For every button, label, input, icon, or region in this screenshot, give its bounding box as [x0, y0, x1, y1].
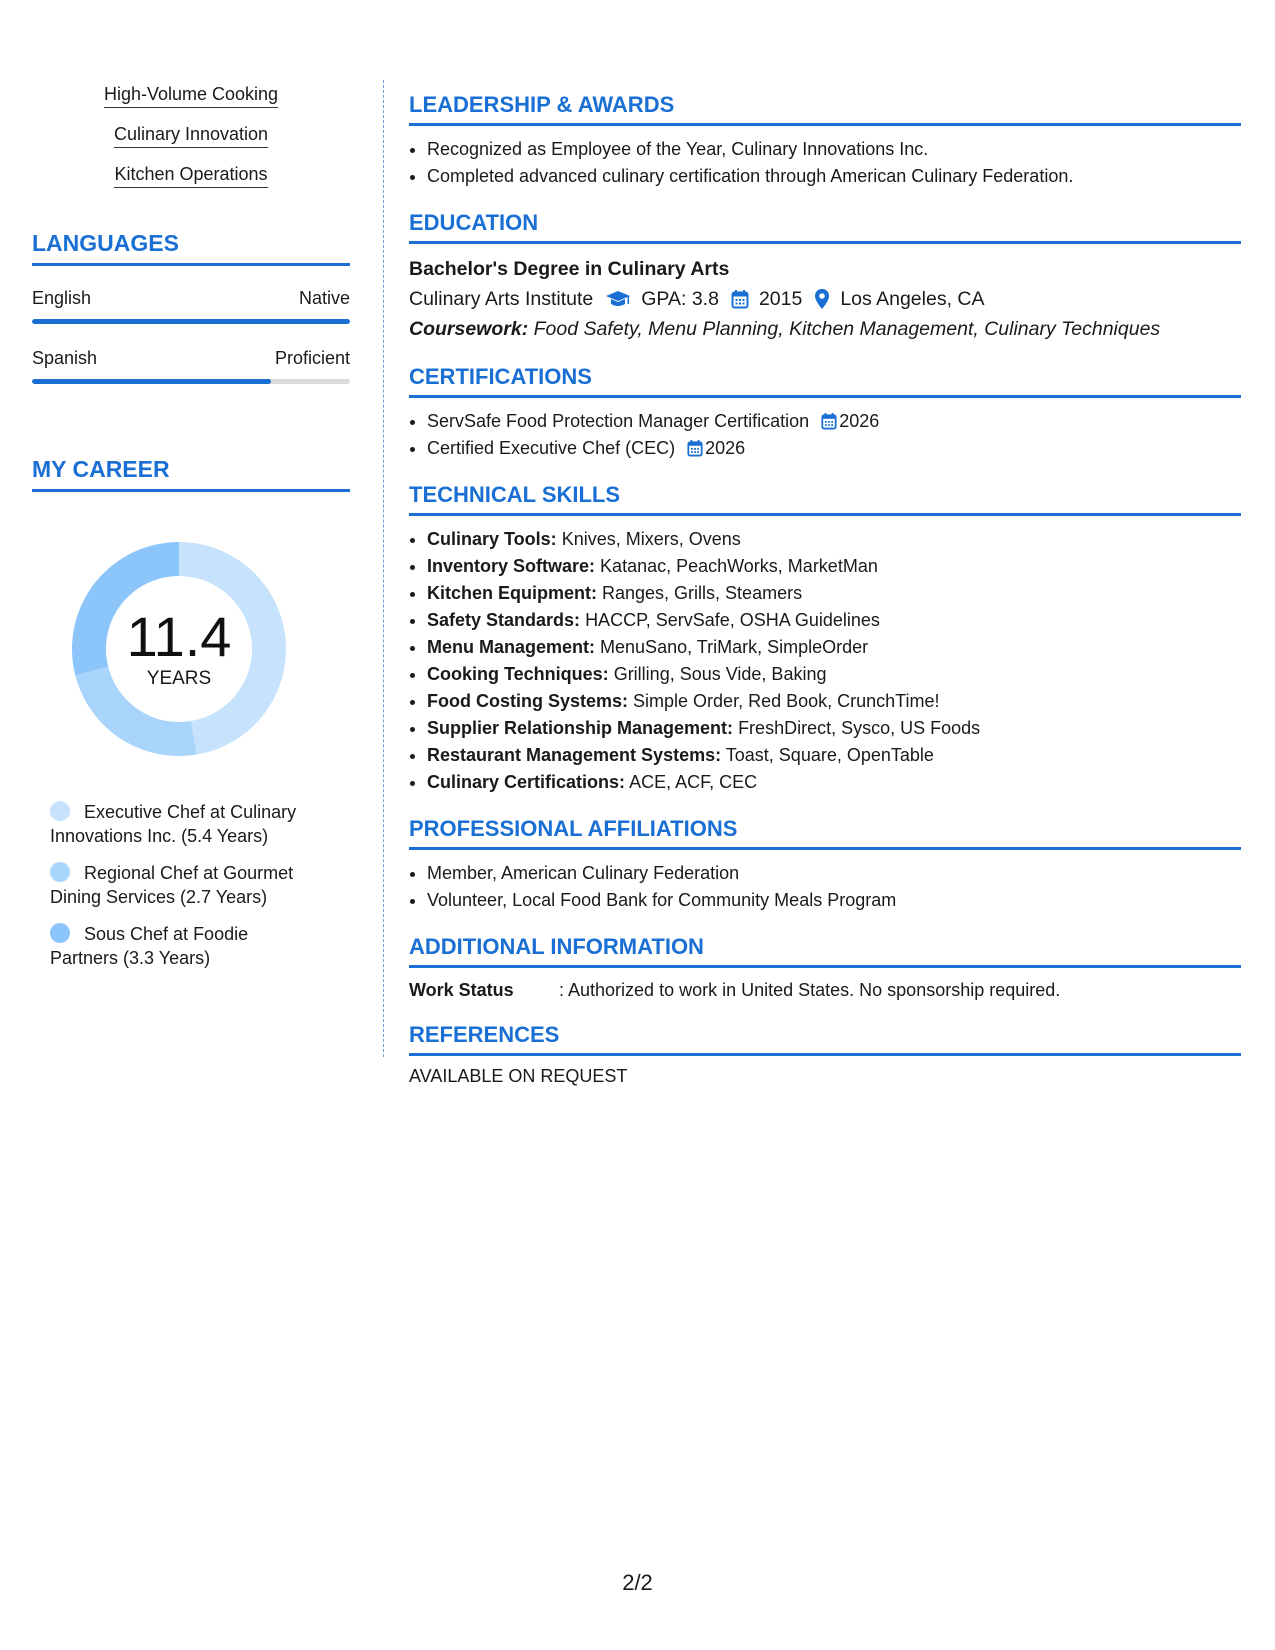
left-column — [32, 80, 350, 983]
affiliations-heading: PROFESSIONAL AFFILIATIONS — [409, 816, 1241, 850]
skill-item — [427, 553, 1241, 580]
list-item: • Recognized as Employee of the Year, Culinary Innovations Inc. — [427, 136, 1241, 163]
career-total-unit: YEARS — [146, 668, 212, 689]
coursework-text: Food Safety, Menu Planning, Kitchen Management, Culinary Techniques — [533, 318, 1161, 340]
column-divider — [383, 80, 384, 1057]
skill-item — [427, 715, 1241, 742]
skill-value: Grilling, Sous Vide, Baking — [613, 664, 827, 684]
certification-year: 2026 — [839, 411, 880, 431]
skill-item — [427, 526, 1241, 553]
leadership-section — [409, 92, 1241, 190]
references-heading: REFERENCES — [409, 1022, 1241, 1056]
skill-value: Toast, Square, OpenTable — [725, 745, 934, 765]
certifications-section — [409, 364, 1241, 462]
education-gpa: GPA: 3.8 — [641, 288, 719, 310]
skill-label: Restaurant Management Systems: — [427, 745, 722, 765]
career-legend-label: Regional Chef at Gourmet Dining Services (2.7 Years) — [50, 863, 294, 907]
skill-value: Ranges, Grills, Steamers — [602, 583, 803, 603]
work-status-row — [409, 978, 1241, 1002]
career-legend — [50, 800, 350, 970]
career-legend-item — [50, 800, 320, 848]
skill-label: Culinary Certifications: — [427, 772, 626, 792]
references-text: AVAILABLE ON REQUEST — [409, 1066, 628, 1086]
skill-item — [427, 688, 1241, 715]
skill-item — [427, 742, 1241, 769]
career-legend-label: Executive Chef at Culinary Innovations Inc. (5.4 Years) — [50, 802, 297, 846]
skill-item — [427, 769, 1241, 796]
language-level: Proficient — [274, 348, 350, 368]
skill-label: Inventory Software: — [427, 556, 596, 576]
skill-item — [427, 634, 1241, 661]
skill-item — [427, 607, 1241, 634]
calendar-icon — [821, 412, 837, 430]
language-bar-fill — [32, 319, 350, 324]
languages-heading: LANGUAGES — [32, 230, 350, 266]
skill-tag: Culinary Innovation — [114, 124, 268, 148]
legend-dot — [50, 923, 70, 943]
education-coursework — [409, 314, 1241, 344]
calendar-icon — [687, 439, 703, 457]
language-item — [32, 288, 350, 324]
legend-dot — [50, 862, 70, 882]
skill-value: Simple Order, Red Book, CrunchTime! — [633, 691, 940, 711]
skill-label: Culinary Tools: — [427, 529, 557, 549]
skill-tag: Kitchen Operations — [114, 164, 267, 188]
education-section — [409, 210, 1241, 344]
career-legend-label: Sous Chef at Foodie Partners (3.3 Years) — [50, 924, 249, 968]
certifications-heading: CERTIFICATIONS — [409, 364, 1241, 398]
calendar-icon — [731, 289, 749, 309]
right-column — [409, 92, 1241, 1087]
legend-dot — [50, 801, 70, 821]
language-item — [32, 348, 350, 384]
skill-label: Menu Management: — [427, 637, 596, 657]
references-section — [409, 1022, 1241, 1087]
languages-section — [32, 230, 350, 384]
certification-item — [427, 435, 1241, 462]
certification-year: 2026 — [705, 438, 746, 458]
additional-info-heading: ADDITIONAL INFORMATION — [409, 934, 1241, 968]
certification-name: ServSafe Food Protection Manager Certification — [427, 411, 810, 431]
skill-label: Safety Standards: — [427, 610, 581, 630]
skill-value: HACCP, ServSafe, OSHA Guidelines — [585, 610, 880, 630]
skill-label: Kitchen Equipment: — [427, 583, 597, 603]
language-level: Native — [298, 288, 350, 308]
technical-skills-section — [409, 482, 1241, 796]
career-section — [32, 456, 350, 970]
skill-item — [427, 580, 1241, 607]
graduation-cap-icon — [605, 289, 631, 309]
skill-value: FreshDirect, Sysco, US Foods — [738, 718, 981, 738]
career-donut-center — [64, 534, 294, 764]
list-item: • Completed advanced culinary certification through American Culinary Federation. — [427, 163, 1241, 190]
skill-label: Food Costing Systems: — [427, 691, 629, 711]
career-heading: MY CAREER — [32, 456, 350, 492]
language-bar — [32, 379, 350, 384]
career-legend-item — [50, 861, 320, 909]
skill-value: Knives, Mixers, Ovens — [561, 529, 741, 549]
page-number: 2/2 — [622, 1570, 653, 1595]
list-item: • Volunteer, Local Food Bank for Community Meals Program — [427, 887, 1241, 914]
language-name: Spanish — [32, 348, 98, 368]
certification-name: Certified Executive Chef (CEC) — [427, 438, 676, 458]
language-bar — [32, 319, 350, 324]
certification-item — [427, 408, 1241, 435]
skill-label: Cooking Techniques: — [427, 664, 609, 684]
skill-label: Supplier Relationship Management: — [427, 718, 734, 738]
affiliations-section — [409, 816, 1241, 914]
career-total-years: 11.4 — [126, 605, 232, 668]
skill-value: ACE, ACF, CEC — [629, 772, 758, 792]
leadership-heading: LEADERSHIP & AWARDS — [409, 92, 1241, 126]
education-details — [409, 284, 1241, 314]
skill-tag: High-Volume Cooking — [104, 84, 278, 108]
education-heading: EDUCATION — [409, 210, 1241, 244]
additional-info-section — [409, 934, 1241, 1002]
list-item: • Member, American Culinary Federation — [427, 860, 1241, 887]
career-donut — [64, 534, 294, 764]
education-location: Los Angeles, CA — [840, 288, 985, 310]
education-school: Culinary Arts Institute — [409, 288, 594, 310]
language-bar-fill — [32, 379, 271, 384]
skill-value: MenuSano, TriMark, SimpleOrder — [600, 637, 869, 657]
skill-item — [427, 661, 1241, 688]
map-pin-icon — [814, 288, 830, 310]
education-year: 2015 — [758, 288, 803, 310]
skill-tags — [32, 84, 350, 188]
skill-value: Katanac, PeachWorks, MarketMan — [600, 556, 878, 576]
education-degree: Bachelor's Degree in Culinary Arts — [409, 258, 730, 280]
language-name: English — [32, 288, 92, 308]
coursework-label: Coursework: — [409, 318, 529, 340]
career-legend-item — [50, 922, 320, 970]
work-status-label: Work Status — [409, 980, 514, 1000]
technical-skills-heading: TECHNICAL SKILLS — [409, 482, 1241, 516]
work-status-value: : Authorized to work in United States. No sponsorship required. — [559, 980, 1061, 1000]
